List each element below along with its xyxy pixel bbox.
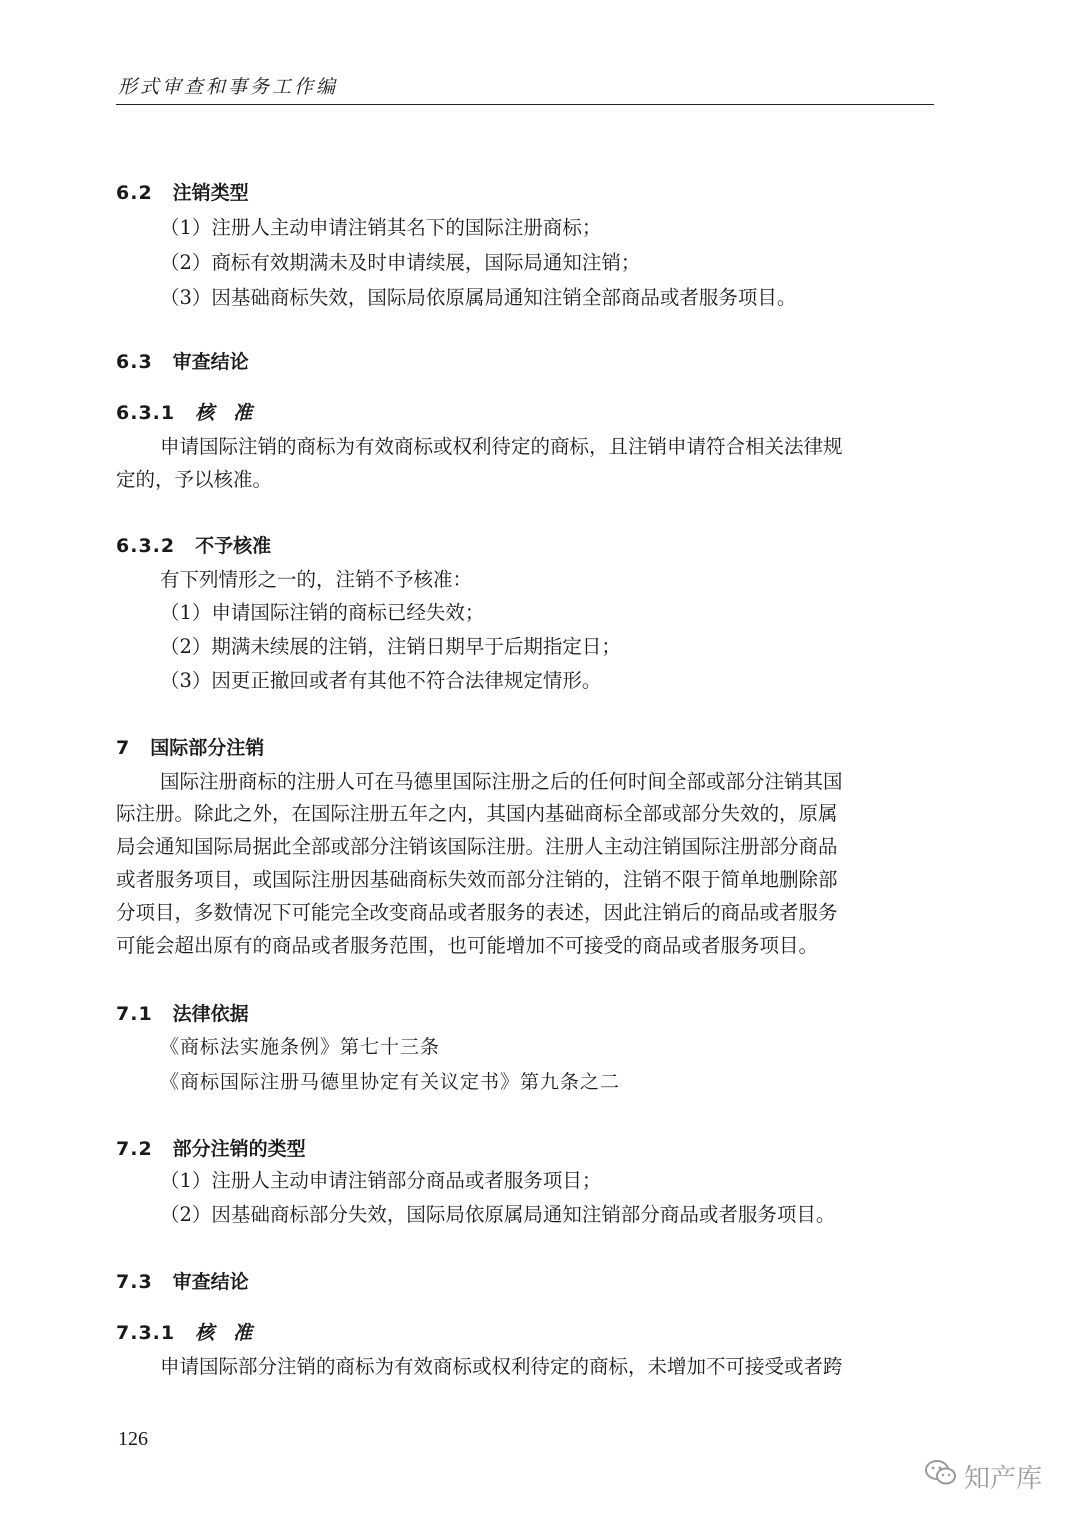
paragraph-line: 局会通知国际局据此全部或部分注销该国际注册。注册人主动注销国际注册部分商品 — [116, 835, 838, 858]
heading-title: 部分注销的类型 — [172, 1138, 306, 1160]
list-item: （3）因更正撤回或者有其他不符合法律规定情形。 — [160, 669, 602, 692]
legal-reference: 《商标法实施条例》第七十三条 — [160, 1036, 441, 1058]
heading-title: 审查结论 — [172, 351, 249, 373]
heading-title: 核 准 — [195, 402, 253, 424]
paragraph-line: 国际注册商标的注册人可在马德里国际注册之后的任何时间全部或部分注销其国 — [160, 770, 843, 793]
heading-number: 6.3.1 — [116, 402, 176, 424]
heading-7-1 — [116, 999, 249, 1026]
list-item: （2）期满未续展的注销，注销日期早于后期指定日； — [160, 635, 621, 658]
paragraph-line: 际注册。除此之外，在国际注册五年之内，其国内基础商标全部或部分失效的，原属 — [116, 802, 838, 825]
heading-title: 法律依据 — [172, 1003, 249, 1025]
heading-title: 审查结论 — [172, 1271, 249, 1293]
heading-number: 7 — [116, 737, 131, 759]
heading-number: 7.3.1 — [116, 1322, 176, 1344]
list-item: （2）商标有效期满未及时申请续展，国际局通知注销； — [160, 251, 641, 274]
paragraph-line: 可能会超出原有的商品或者服务范围，也可能增加不可接受的商品或者服务项目。 — [116, 934, 819, 957]
running-header: 形式审查和事务工作编 — [118, 76, 339, 98]
heading-number: 6.3.2 — [116, 535, 176, 557]
watermark-text: 知产库 — [964, 1464, 1043, 1494]
heading-6-3-2 — [116, 531, 271, 558]
heading-number: 7.2 — [116, 1138, 153, 1160]
heading-number: 6.3 — [116, 351, 153, 373]
list-item: （1）注册人主动申请注销其名下的国际注册商标； — [160, 216, 602, 239]
heading-7-3-1 — [116, 1318, 252, 1345]
heading-7 — [116, 733, 264, 760]
header-rule — [116, 104, 934, 105]
heading-7-2 — [116, 1134, 306, 1161]
legal-reference: 《商标国际注册马德里协定有关议定书》第九条之二 — [160, 1071, 621, 1093]
wechat-icon — [924, 1459, 964, 1494]
heading-title: 国际部分注销 — [150, 737, 265, 759]
heading-title: 核 准 — [195, 1322, 253, 1344]
heading-title: 不予核准 — [195, 535, 272, 557]
page-number: 126 — [118, 1428, 148, 1450]
heading-number: 6.2 — [116, 182, 153, 204]
paragraph-line: 定的，予以核准。 — [116, 468, 273, 491]
list-item: （1）申请国际注销的商标已经失效； — [160, 601, 485, 624]
list-item: （3）因基础商标失效，国际局依原属局通知注销全部商品或者服务项目。 — [160, 286, 797, 309]
paragraph-line: 申请国际部分注销的商标为有效商标或权利待定的商标，未增加不可接受或者跨 — [160, 1355, 843, 1378]
paragraph-line: 或者服务项目，或国际注册因基础商标失效而部分注销的，注销不限于简单地删除部 — [116, 868, 838, 891]
heading-6-3 — [116, 347, 249, 374]
heading-number: 7.3 — [116, 1271, 153, 1293]
heading-number: 7.1 — [116, 1003, 153, 1025]
paragraph-line: 分项目，多数情况下可能完全改变商品或者服务的表述，因此注销后的商品或者服务 — [116, 901, 838, 924]
heading-6-2 — [116, 178, 249, 205]
paragraph-line: 申请国际注销的商标为有效商标或权利待定的商标，且注销申请符合相关法律规 — [160, 435, 843, 458]
paragraph-line: 有下列情形之一的，注销不予核准： — [160, 568, 473, 591]
heading-6-3-1 — [116, 398, 252, 425]
list-item: （2）因基础商标部分失效，国际局依原属局通知注销部分商品或者服务项目。 — [160, 1203, 836, 1226]
list-item: （1）注册人主动申请注销部分商品或者服务项目； — [160, 1169, 602, 1192]
heading-7-3 — [116, 1267, 249, 1294]
watermark — [924, 1458, 1042, 1495]
heading-title: 注销类型 — [172, 182, 249, 204]
